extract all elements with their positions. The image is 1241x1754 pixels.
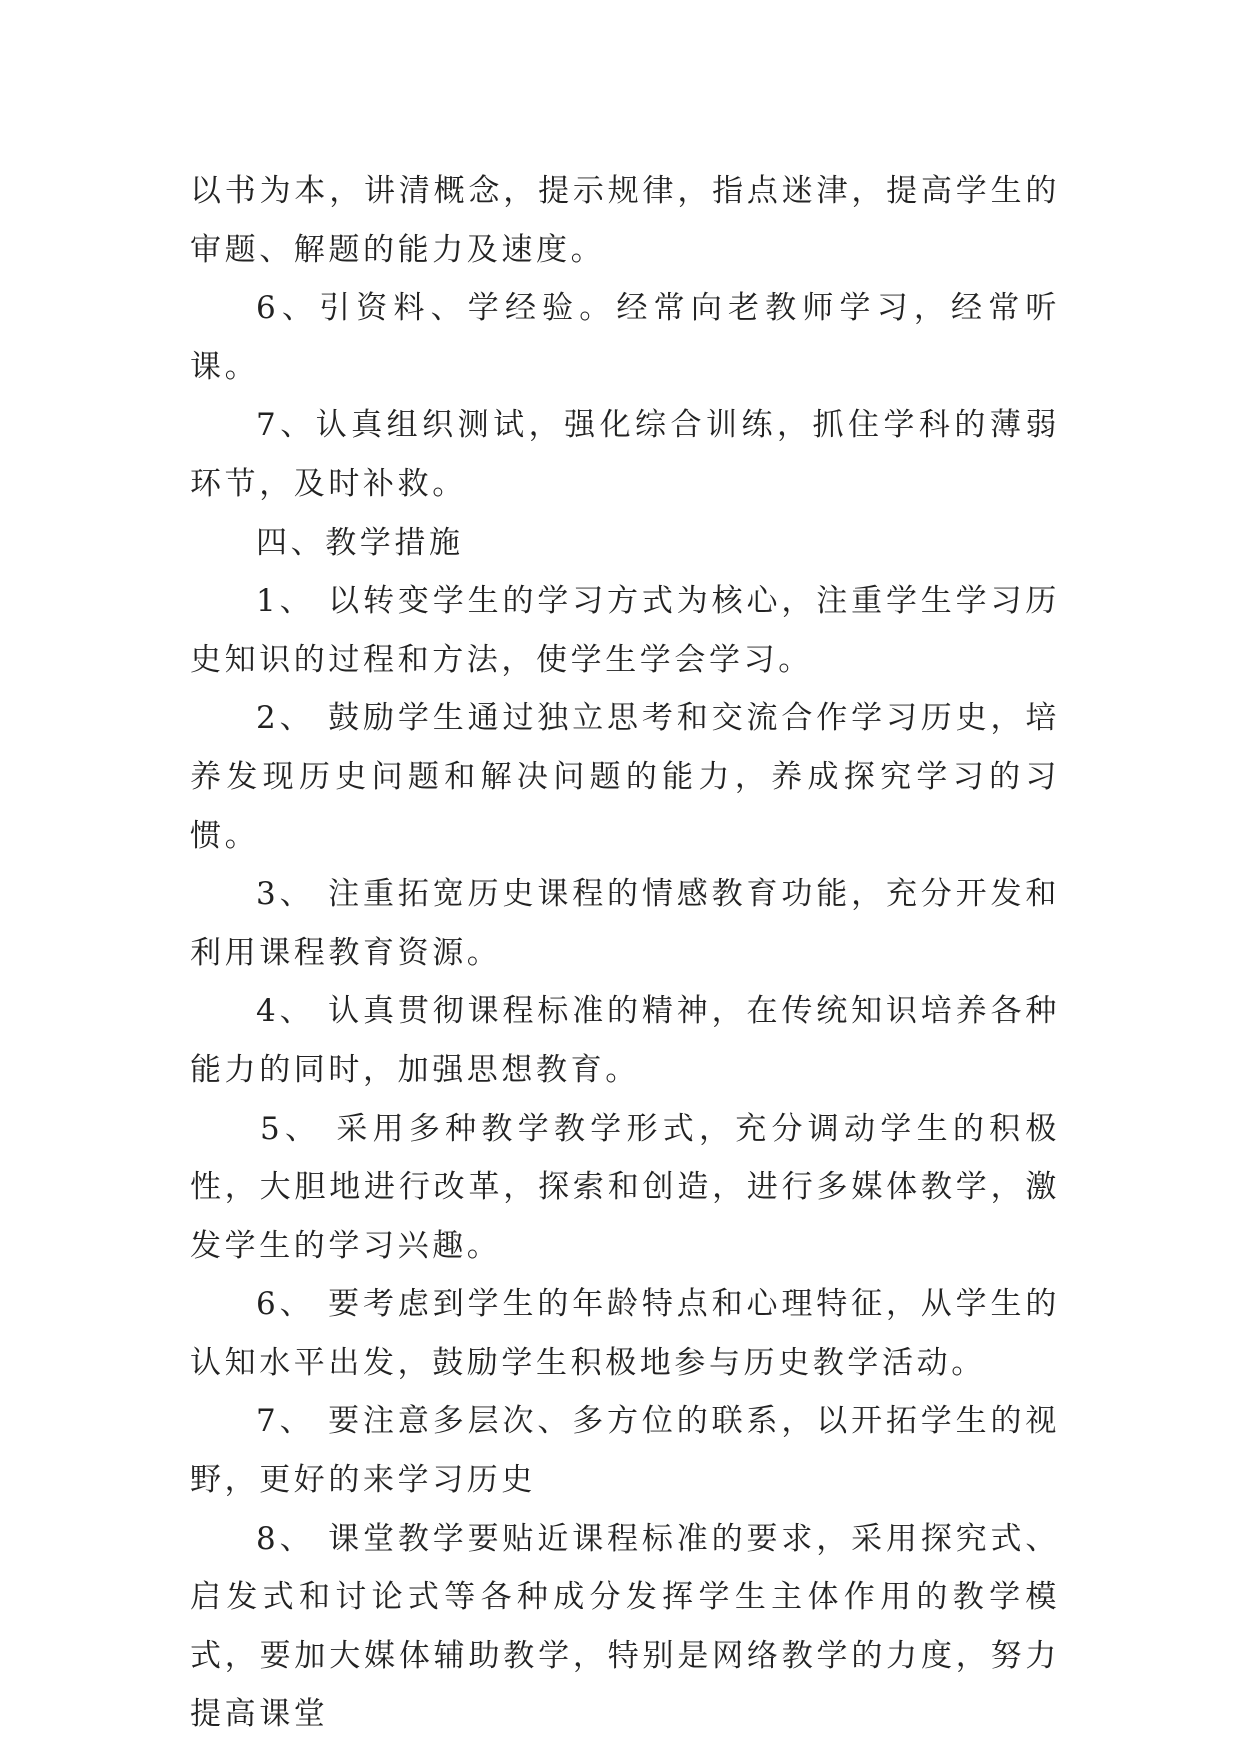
measure-item-4: 4、 认真贯彻课程标准的精神，在传统知识培养各种能力的同时，加强思想教育。 [190, 993, 1060, 1088]
measure-item-5: 5、 采用多种教学教学形式，充分调动学生的积极性，大胆地进行改革，探索和创造，进行多媒体教学，激发学生的学习兴趣。 [190, 1110, 1060, 1264]
measure-item-6: 6、 要考虑到学生的年龄特点和心理特征，从学生的认知水平出发，鼓励学生积极地参与历史教学活动。 [190, 1286, 1060, 1381]
paragraph-continuation: 以书为本，讲清概念，提示规律，指点迷津，提高学生的审题、解题的能力及速度。 [190, 173, 1060, 268]
document-body [190, 162, 1060, 1744]
section-heading-teaching-measures: 四、教学措施 [256, 524, 464, 561]
measure-item-8: 8、 课堂教学要贴近课程标准的要求，采用探究式、启发式和讨论式等各种成分发挥学生主体作用的教学模式，要加大媒体辅助教学，特别是网络教学的力度，努力提高课堂 [190, 1520, 1060, 1733]
measure-item-2: 2、 鼓励学生通过独立思考和交流合作学习历史，培养发现历史问题和解决问题的能力，养成探究学习的习惯。 [190, 700, 1060, 854]
measure-item-3: 3、 注重拓宽历史课程的情感教育功能，充分开发和利用课程教育资源。 [190, 876, 1060, 971]
measure-item-7: 7、 要注意多层次、多方位的联系，以开拓学生的视野，更好的来学习历史 [190, 1403, 1060, 1499]
paragraph-item-6: 6、引资料、学经验。经常向老教师学习，经常听课。 [190, 290, 1060, 385]
paragraph-item-7: 7、认真组织测试，强化综合训练，抓住学科的薄弱环节，及时补救。 [190, 407, 1060, 502]
measure-item-1: 1、 以转变学生的学习方式为核心，注重学生学习历史知识的过程和方法，使学生学会学习。 [190, 583, 1060, 678]
